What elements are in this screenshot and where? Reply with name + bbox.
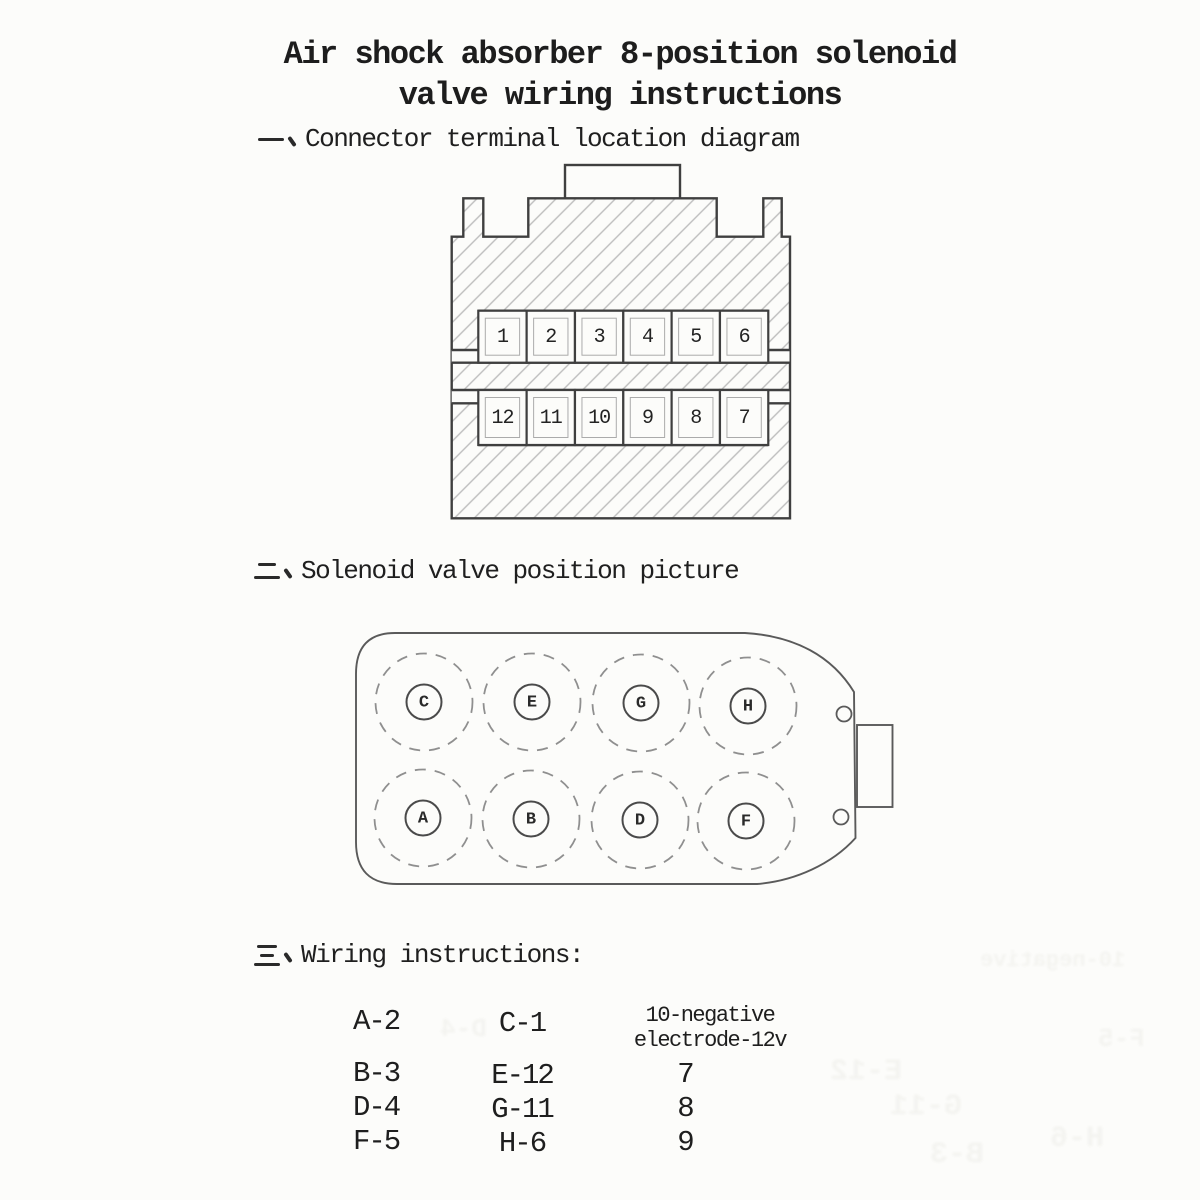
terminal-number: 3 — [593, 326, 605, 350]
terminal-number: 10 — [588, 407, 611, 430]
valve-port-letter: F — [740, 812, 752, 832]
section-3-label: Wiring instructions: — [301, 940, 584, 970]
title-line-2: valve wiring instructions — [398, 77, 842, 114]
terminal-4 — [623, 311, 671, 363]
section-1-header — [258, 124, 799, 154]
cjk-comma-icon — [281, 559, 296, 583]
section-2-label: Solenoid valve position picture — [301, 556, 739, 586]
terminal-number: 6 — [738, 326, 750, 350]
terminal-3 — [575, 311, 623, 363]
terminal-number: 9 — [641, 407, 653, 430]
wiring-negative-line-2: electrode-12v — [633, 1028, 787, 1053]
bolt-hole-bottom — [834, 810, 849, 825]
connector-top-tab — [565, 165, 680, 198]
wiring-negative-line-1: 10-negative — [645, 1003, 775, 1028]
terminal-number: 7 — [738, 407, 750, 430]
terminal-12 — [478, 390, 526, 445]
terminal-11 — [527, 390, 575, 445]
terminal-number: 2 — [545, 326, 557, 350]
title-line-1: Air shock absorber 8-position solenoid — [283, 36, 957, 73]
wiring-pair-h6: H-6 — [498, 1127, 546, 1160]
terminal-number: 1 — [496, 326, 508, 350]
bolt-hole-top — [837, 707, 852, 722]
section-1-label: Connector terminal location diagram — [305, 124, 799, 154]
cjk-comma-icon — [285, 127, 300, 151]
terminal-5 — [672, 311, 720, 363]
wiring-pair-g11: G-11 — [491, 1093, 553, 1126]
terminal-1 — [478, 311, 526, 363]
bleedthrough-text: G-11 — [890, 1090, 963, 1124]
terminal-6 — [720, 311, 768, 363]
section-3-header — [254, 940, 583, 970]
wiring-pair-e12: E-12 — [491, 1059, 553, 1092]
valve-port-letter: C — [418, 693, 430, 713]
cjk-comma-icon — [281, 943, 296, 967]
cjk-numeral-two-icon — [254, 559, 281, 583]
wiring-pair-a2: A-2 — [353, 1005, 400, 1038]
terminal-number: 11 — [539, 407, 562, 430]
terminal-number: 8 — [690, 407, 702, 430]
terminal-number: 5 — [690, 326, 702, 350]
band-top-right-notch — [768, 350, 789, 363]
band-bottom-left-notch — [452, 390, 479, 403]
wiring-pair-c1: C-1 — [498, 1007, 546, 1040]
terminal-8 — [672, 390, 720, 445]
terminal-number: 12 — [491, 407, 514, 430]
solenoid-valve-diagram — [340, 612, 900, 897]
bleedthrough-text: B-3 — [930, 1138, 985, 1172]
connector-terminal-diagram — [440, 155, 800, 527]
band-bottom-right-notch — [768, 390, 789, 403]
valve-port-letter: D — [634, 811, 646, 831]
valve-port-letter: H — [742, 697, 754, 717]
bleedthrough-text: F-5 — [1098, 1024, 1145, 1054]
wiring-terminal-8: 8 — [677, 1092, 693, 1125]
wiring-terminal-7: 7 — [677, 1058, 693, 1091]
wiring-terminal-9: 9 — [677, 1126, 693, 1159]
bleedthrough-text: D-4 — [440, 1014, 487, 1044]
valve-port-letter: A — [417, 809, 429, 829]
valve-port-letter: E — [526, 693, 538, 713]
terminal-10 — [575, 390, 623, 445]
valve-port-letter: B — [525, 810, 537, 830]
band-top-left-notch — [452, 350, 479, 363]
bleedthrough-text: H-6 — [1050, 1122, 1105, 1156]
wiring-pair-d4: D-4 — [353, 1091, 400, 1124]
wiring-pair-b3: B-3 — [353, 1057, 400, 1090]
bleedthrough-text: E-12 — [830, 1055, 903, 1089]
bleedthrough-text: 10-negative — [980, 948, 1126, 973]
terminal-7 — [720, 390, 768, 445]
valve-port-letter: G — [635, 694, 647, 714]
wiring-pair-f5: F-5 — [353, 1125, 400, 1158]
terminal-2 — [527, 311, 575, 363]
cjk-numeral-one-icon — [258, 127, 285, 151]
terminal-9 — [623, 390, 671, 445]
valve-connector-tab — [857, 725, 893, 807]
cjk-numeral-three-icon — [254, 943, 281, 967]
section-2-header — [254, 556, 738, 586]
page-title — [20, 34, 1200, 116]
terminal-number: 4 — [641, 326, 653, 350]
